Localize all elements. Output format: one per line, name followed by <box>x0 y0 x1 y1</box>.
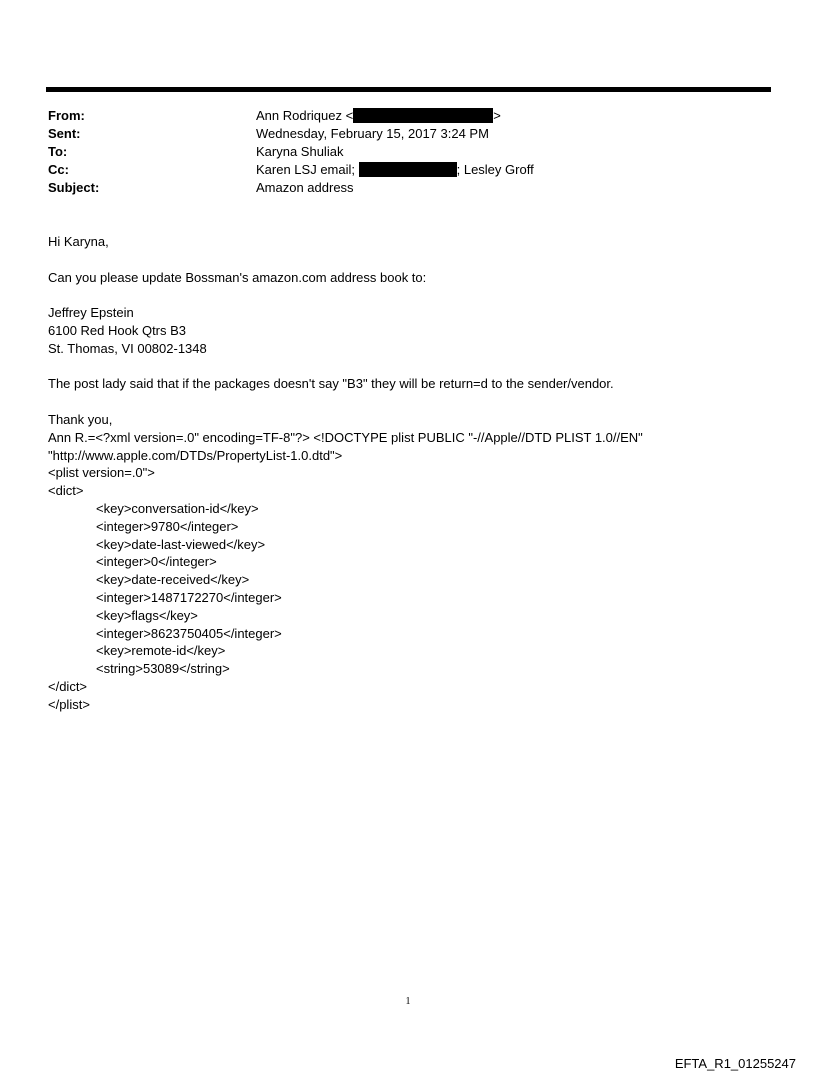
cc-label: Cc: <box>48 162 69 177</box>
dict-line: <key>date-last-viewed</key> <box>96 536 266 552</box>
redaction-block <box>353 108 493 123</box>
sent-label: Sent: <box>48 126 81 141</box>
dict-line: <integer>1487172270</integer> <box>96 589 282 605</box>
page-number: 1 <box>405 996 411 1007</box>
subject-label: Subject: <box>48 180 100 195</box>
spacer <box>48 358 778 376</box>
cc-first: Karen LSJ email; <box>256 162 359 177</box>
dict-close: </dict> <box>48 678 88 694</box>
dtd-url-line: "http://www.apple.com/DTDs/PropertyList-1.0.dtd"> <box>48 447 343 463</box>
signature-line: Ann R.=<?xml version=.0" encoding=TF-8"?> <!DOCTYPE plist PUBLIC "-//Apple//DTD PLIST 1.0//EN" <box>48 429 643 445</box>
subject-value: Amazon address <box>256 180 354 195</box>
redaction-block <box>359 162 457 177</box>
dict-line: <key>flags</key> <box>96 607 198 623</box>
dict-line: <string>53089</string> <box>96 661 230 677</box>
email-body <box>48 233 778 714</box>
header-rule <box>46 87 771 92</box>
dict-line: <key>remote-id</key> <box>96 643 226 659</box>
to-row <box>48 143 768 161</box>
dict-line: <key>date-received</key> <box>96 572 250 588</box>
dict-line: <integer>8623750405</integer> <box>96 625 282 641</box>
cc-value <box>256 161 534 179</box>
note-text: The post lady said that if the packages doesn't say "B3" they will be return=d to the sender/vendor. <box>48 376 614 392</box>
address-line: 6100 Red Hook Qtrs B3 <box>48 322 187 338</box>
address-line: St. Thomas, VI 00802-1348 <box>48 340 207 356</box>
spacer <box>48 251 778 269</box>
request-text: Can you please update Bossman's amazon.com address book to: <box>48 269 427 285</box>
spacer <box>48 286 778 304</box>
cc-row <box>48 161 768 179</box>
dict-line: <integer>9780</integer> <box>96 518 239 534</box>
closing-text: Thank you, <box>48 411 113 427</box>
from-row <box>48 107 768 125</box>
address-line: Jeffrey Epstein <box>48 305 134 321</box>
from-value <box>256 107 501 125</box>
sent-value: Wednesday, February 15, 2017 3:24 PM <box>256 126 489 141</box>
sent-row <box>48 125 768 143</box>
cc-last: ; Lesley Groff <box>456 162 534 177</box>
dict-open: <dict> <box>48 483 84 499</box>
dict-line: <integer>0</integer> <box>96 554 217 570</box>
to-label: To: <box>48 144 68 159</box>
email-header <box>48 107 768 197</box>
spacer <box>48 393 778 411</box>
plist-open: <plist version=.0"> <box>48 465 155 481</box>
dict-line: <key>conversation-id</key> <box>96 500 259 516</box>
from-label: From: <box>48 108 85 123</box>
greeting: Hi Karyna, <box>48 234 109 249</box>
subject-row <box>48 179 768 197</box>
from-name: Ann Rodriquez < <box>256 108 354 123</box>
from-bracket: > <box>493 108 501 123</box>
plist-close: </plist> <box>48 696 90 712</box>
bates-number: EFTA_R1_01255247 <box>674 1056 796 1071</box>
to-value: Karyna Shuliak <box>256 144 344 159</box>
